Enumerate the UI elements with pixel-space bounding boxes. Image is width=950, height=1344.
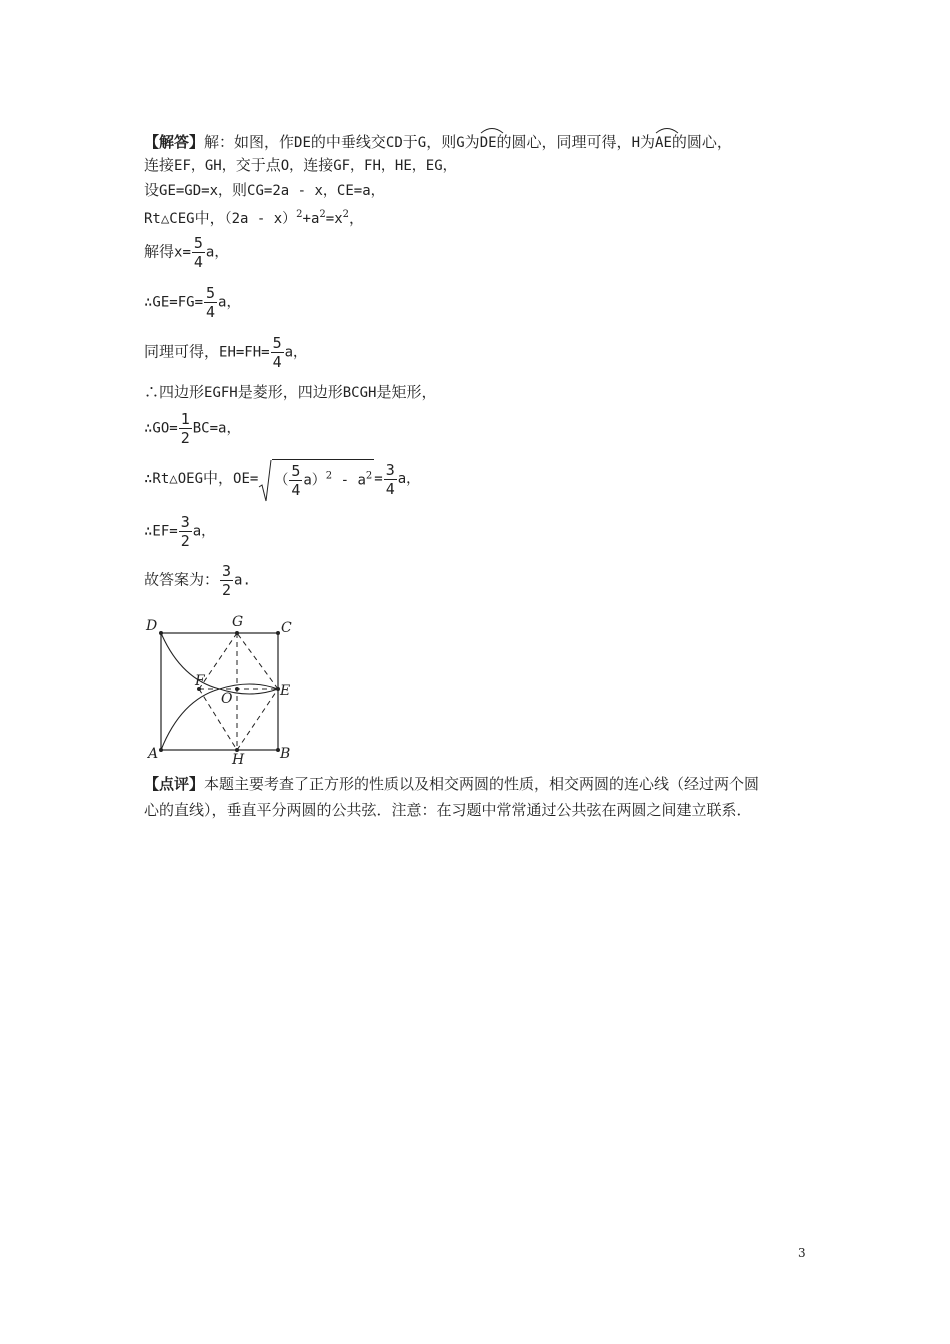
denominator: 4 <box>291 481 301 499</box>
text: Rt△CEG <box>144 211 195 227</box>
solution-heading: 【解答】 <box>144 133 205 151</box>
exponent: 2 <box>365 470 373 482</box>
text: = <box>374 471 383 487</box>
numerator: 3 <box>222 562 232 580</box>
text: x= <box>174 244 191 261</box>
text: ∴GE=FG= <box>144 294 204 311</box>
text: 中， <box>194 209 225 227</box>
text: - a <box>332 472 366 489</box>
comment-line-1 <box>144 773 759 795</box>
fraction <box>220 562 233 599</box>
text: 中， <box>203 469 234 487</box>
text: ， <box>349 209 365 227</box>
solution-line-12 <box>144 562 251 599</box>
numerator: 5 <box>206 284 216 302</box>
text: a） <box>303 472 326 489</box>
denominator: 4 <box>193 253 203 271</box>
numerator: 1 <box>180 410 190 428</box>
solution-line-7 <box>144 334 307 371</box>
numerator: 5 <box>272 334 282 352</box>
page-number: 3 <box>798 1246 806 1260</box>
denominator: 2 <box>180 532 190 550</box>
text: 连接 <box>144 156 175 174</box>
text: OE= <box>233 471 259 487</box>
fraction <box>179 513 192 550</box>
solution-line-6 <box>144 284 240 321</box>
text: BC=a， <box>192 420 241 437</box>
text: G <box>417 135 427 151</box>
text: 于 <box>402 133 418 151</box>
arc-ae-lower <box>161 689 220 750</box>
text: ∴GO= <box>144 420 178 437</box>
arc-mark-icon <box>655 126 679 134</box>
square-abcd <box>161 633 278 750</box>
text: 解：如图，作 <box>204 133 295 151</box>
text: 交于点 <box>235 156 281 174</box>
segment-eg <box>237 633 278 689</box>
numerator: 5 <box>291 462 301 480</box>
fraction <box>179 410 192 447</box>
arc-ae <box>655 128 672 154</box>
text: 的中垂线交 <box>310 133 386 151</box>
text: ∴EF= <box>144 523 178 540</box>
text: 则 <box>232 181 248 199</box>
point-a <box>159 748 163 752</box>
arc-mark-icon <box>480 126 504 134</box>
text: a， <box>218 294 241 311</box>
solution-line-5 <box>144 234 228 271</box>
text: GF，FH，HE，EG， <box>333 158 457 174</box>
fraction <box>192 234 205 271</box>
text: CG=2a - x，CE=a， <box>247 183 385 199</box>
arc-de <box>480 128 497 154</box>
geometry-figure <box>140 612 300 767</box>
label-g: G <box>232 614 244 630</box>
comment-line-2 <box>144 799 752 821</box>
radicand <box>272 459 374 499</box>
text: ，则 <box>426 133 457 151</box>
point-o <box>235 687 239 691</box>
text: ∴四边形 <box>144 383 205 401</box>
square-root <box>258 459 374 499</box>
solution-line-3 <box>144 179 385 202</box>
arc-de-upper <box>161 633 220 689</box>
text: a， <box>284 344 308 361</box>
numerator: 3 <box>180 513 190 531</box>
text: 同理可得， <box>144 342 220 361</box>
text: 本题主要考查了正方形的性质以及相交两圆的性质，相交两圆的连心线（经过两个圆 <box>204 775 760 793</box>
text: a， <box>397 471 421 487</box>
fraction <box>271 334 284 371</box>
solution-line-11 <box>144 513 215 550</box>
text: 是矩形， <box>376 383 437 401</box>
text: 设 <box>144 181 160 199</box>
text: G <box>456 135 465 151</box>
exponent: 2 <box>296 209 303 220</box>
label-a: A <box>148 746 159 762</box>
solution-line-1 <box>144 128 732 154</box>
label-c: C <box>281 620 292 636</box>
text: AE <box>655 135 672 151</box>
text: 的圆心， <box>671 133 732 151</box>
label-b: B <box>280 746 291 762</box>
point-d <box>159 631 163 635</box>
arc-fe-upper <box>220 684 279 689</box>
solution-line-10 <box>144 459 420 499</box>
text: DE <box>294 135 311 151</box>
numerator: 5 <box>193 234 203 252</box>
exponent: 2 <box>319 209 326 220</box>
fraction <box>204 284 217 321</box>
radical-sign-icon <box>258 459 272 503</box>
text: CD <box>385 135 403 151</box>
label-o: O <box>221 691 233 707</box>
text: DE <box>479 135 497 151</box>
fraction <box>289 462 302 499</box>
denominator: 4 <box>206 303 216 321</box>
text: 连接 <box>303 156 334 174</box>
text: （2a - x） <box>224 211 297 227</box>
label-e: E <box>280 683 291 699</box>
denominator: 2 <box>180 429 190 447</box>
text: 的圆心，同理可得， <box>496 133 632 151</box>
text: 心的直线），垂直平分两圆的公共弦．注意：在习题中常常通过公共弦在两圆之间建立联系． <box>144 801 752 819</box>
text: 故答案为： <box>144 570 220 589</box>
text: （ <box>274 472 289 489</box>
text: GE=GD=x， <box>159 183 233 199</box>
label-d: D <box>146 618 158 634</box>
point-c <box>276 631 280 635</box>
text: +a <box>302 211 320 227</box>
numerator: 3 <box>385 460 395 479</box>
comment-heading: 【点评】 <box>144 775 205 793</box>
text: H <box>631 135 640 151</box>
point-g <box>235 631 239 635</box>
text: O， <box>280 158 304 174</box>
text: 解得 <box>144 242 175 261</box>
denominator: 2 <box>222 581 232 599</box>
denominator: 4 <box>385 479 395 498</box>
segment-he <box>237 689 278 750</box>
text: a， <box>192 523 216 540</box>
text: EF，GH， <box>174 158 236 174</box>
text: =x <box>325 211 343 227</box>
solution-line-2 <box>144 154 457 177</box>
text: 为 <box>640 133 656 151</box>
exponent: 2 <box>342 209 350 220</box>
denominator: 4 <box>272 353 282 371</box>
fraction <box>384 461 397 498</box>
text: 为 <box>464 133 480 151</box>
solution-line-9 <box>144 410 240 447</box>
text: EGFH <box>204 385 238 401</box>
solution-line-8 <box>144 381 436 404</box>
exponent: 2 <box>325 470 333 482</box>
label-f: F <box>195 673 205 689</box>
text: EH=FH= <box>219 344 270 361</box>
text: 是菱形，四边形 <box>237 383 343 401</box>
points <box>159 631 280 752</box>
text: a. <box>234 572 251 589</box>
text: ∴Rt△OEG <box>144 471 204 487</box>
solution-line-4 <box>144 204 364 230</box>
text: a， <box>205 244 229 261</box>
label-h: H <box>232 752 245 767</box>
text: BCGH <box>342 385 377 401</box>
